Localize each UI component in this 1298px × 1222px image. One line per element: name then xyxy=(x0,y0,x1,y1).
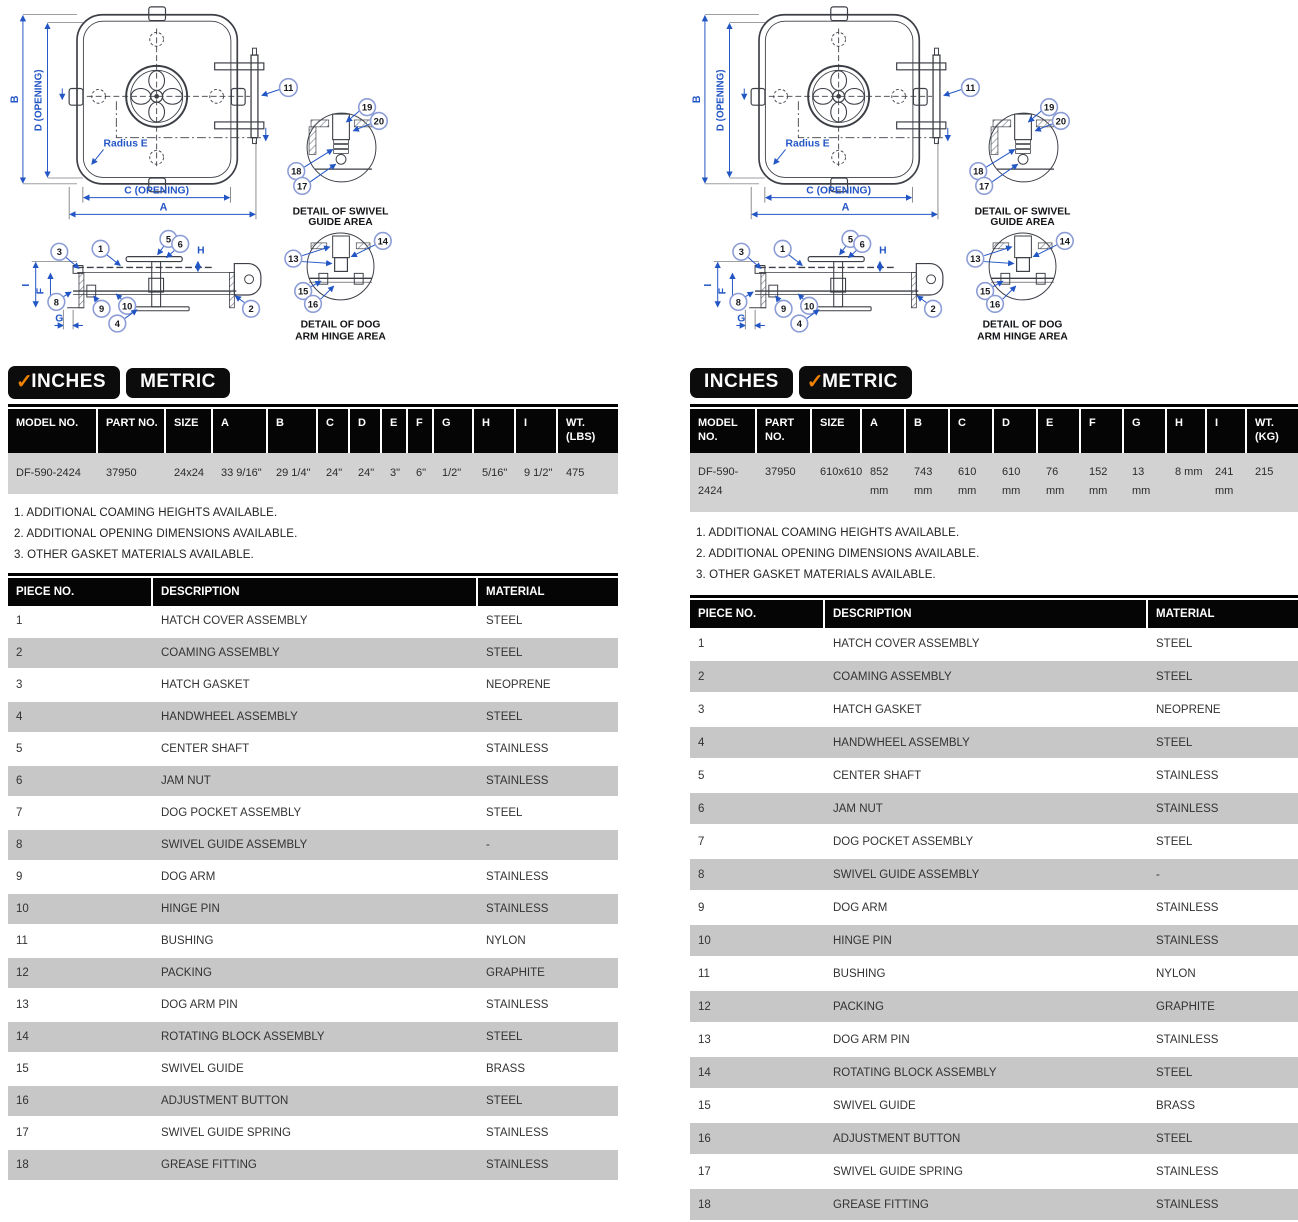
parts-material: STAINLESS xyxy=(1156,1033,1219,1046)
parts-row xyxy=(8,862,618,894)
dims-header-cell: I xyxy=(1207,409,1247,453)
parts-material: STEEL xyxy=(486,1031,523,1044)
parts-description: ADJUSTMENT BUTTON xyxy=(161,1095,289,1108)
parts-row xyxy=(690,1156,1298,1189)
parts-header-cell: MATERIAL xyxy=(1148,600,1298,628)
parts-description: HATCH GASKET xyxy=(161,679,250,692)
dims-header-cell: H xyxy=(1167,409,1207,453)
parts-row xyxy=(690,661,1298,694)
parts-piece-no: 9 xyxy=(16,871,23,884)
parts-table-inches xyxy=(8,573,618,1182)
parts-row xyxy=(690,892,1298,925)
parts-row xyxy=(8,702,618,734)
dims-value-cell: 24" xyxy=(318,453,350,495)
parts-piece-no: 6 xyxy=(698,802,705,815)
dims-header-cell: A xyxy=(862,409,906,453)
dims-header-row xyxy=(690,409,1298,453)
parts-description: BUSHING xyxy=(161,935,214,948)
parts-body xyxy=(690,628,1298,1222)
tab-metric[interactable] xyxy=(799,366,912,399)
parts-material: STAINLESS xyxy=(486,999,549,1012)
parts-material: STAINLESS xyxy=(486,1127,549,1140)
parts-description: SWIVEL GUIDE SPRING xyxy=(161,1127,291,1140)
parts-piece-no: 17 xyxy=(16,1127,29,1140)
dims-header-cell: H xyxy=(474,409,516,453)
note-line: 2. ADDITIONAL OPENING DIMENSIONS AVAILABLE. xyxy=(696,548,980,561)
parts-piece-no: 12 xyxy=(698,1000,711,1013)
tab-inches[interactable] xyxy=(690,368,793,398)
parts-description: HATCH GASKET xyxy=(833,703,922,716)
dims-value-cell: 610 mm xyxy=(950,453,994,513)
parts-material: STAINLESS xyxy=(1156,934,1219,947)
check-icon: ✓ xyxy=(16,371,34,393)
dims-value-cell: 29 1/4" xyxy=(268,453,318,495)
parts-piece-no: 3 xyxy=(698,703,705,716)
parts-material: STAINLESS xyxy=(1156,901,1219,914)
parts-row xyxy=(8,1054,618,1086)
dims-data-row xyxy=(8,453,618,495)
parts-piece-no: 10 xyxy=(16,903,29,916)
dims-value-cell: 610x610 xyxy=(812,453,862,513)
parts-header-row xyxy=(690,600,1298,628)
tab-metric-label: METRIC xyxy=(822,370,898,392)
dims-header-cell: D xyxy=(994,409,1038,453)
parts-row xyxy=(690,859,1298,892)
dims-header-cell: PART NO. xyxy=(757,409,812,453)
dims-header-row xyxy=(8,409,618,453)
parts-piece-no: 17 xyxy=(698,1165,711,1178)
parts-description: SWIVEL GUIDE SPRING xyxy=(833,1165,963,1178)
parts-material: BRASS xyxy=(486,1063,525,1076)
parts-description: GREASE FITTING xyxy=(833,1198,929,1211)
check-icon: ✓ xyxy=(806,371,825,393)
parts-row xyxy=(690,1024,1298,1057)
parts-row xyxy=(690,1057,1298,1090)
parts-description: GREASE FITTING xyxy=(161,1159,257,1172)
parts-description: DOG ARM PIN xyxy=(833,1033,910,1046)
parts-piece-no: 11 xyxy=(698,967,710,980)
dims-header-cell: B xyxy=(268,409,318,453)
parts-header-cell: DESCRIPTION xyxy=(153,578,478,606)
parts-description: SWIVEL GUIDE xyxy=(833,1099,916,1112)
parts-material: STAINLESS xyxy=(486,775,549,788)
parts-description: HINGE PIN xyxy=(833,934,892,947)
parts-piece-no: 12 xyxy=(16,967,29,980)
parts-material: - xyxy=(1156,868,1160,881)
parts-row xyxy=(690,925,1298,958)
parts-piece-no: 18 xyxy=(698,1198,711,1211)
dims-header-cell: MODEL NO. xyxy=(690,409,757,453)
parts-material: - xyxy=(486,839,490,852)
parts-row xyxy=(8,894,618,926)
parts-piece-no: 6 xyxy=(16,775,23,788)
unit-tabs-inches-panel xyxy=(8,366,618,399)
parts-header-cell: MATERIAL xyxy=(478,578,618,606)
parts-row xyxy=(690,628,1298,661)
parts-row xyxy=(690,1189,1298,1222)
dimensions-table-inches xyxy=(8,404,618,494)
note-line: 2. ADDITIONAL OPENING DIMENSIONS AVAILABLE. xyxy=(14,528,298,541)
parts-material: STEEL xyxy=(486,615,523,628)
parts-header-cell: PIECE NO. xyxy=(690,600,825,628)
parts-description: PACKING xyxy=(161,967,212,980)
parts-description: SWIVEL GUIDE ASSEMBLY xyxy=(833,868,980,881)
tab-inches-label: INCHES xyxy=(31,370,107,392)
note-line: 1. ADDITIONAL COAMING HEIGHTS AVAILABLE. xyxy=(14,507,278,520)
parts-piece-no: 8 xyxy=(698,868,705,881)
parts-description: DOG ARM xyxy=(833,901,888,914)
dims-value-cell: 76 mm xyxy=(1038,453,1081,513)
dims-header-cell: D xyxy=(350,409,382,453)
parts-piece-no: 3 xyxy=(16,679,23,692)
parts-piece-no: 14 xyxy=(16,1031,29,1044)
parts-row xyxy=(8,830,618,862)
dims-value-cell: 24" xyxy=(350,453,382,495)
dims-value-cell: 9 1/2" xyxy=(516,453,558,495)
parts-row xyxy=(690,760,1298,793)
parts-description: ROTATING BLOCK ASSEMBLY xyxy=(833,1066,997,1079)
tab-metric-label: METRIC xyxy=(140,370,216,392)
parts-piece-no: 1 xyxy=(16,615,23,628)
dims-header-cell: F xyxy=(1081,409,1124,453)
parts-material: STEEL xyxy=(1156,835,1193,848)
parts-body xyxy=(8,606,618,1182)
dims-header-cell: E xyxy=(382,409,408,453)
parts-material: STEEL xyxy=(486,807,523,820)
parts-material: STAINLESS xyxy=(1156,1165,1219,1178)
dims-value-cell: 5/16" xyxy=(474,453,516,495)
dims-header-cell: E xyxy=(1038,409,1081,453)
parts-description: DOG ARM xyxy=(161,871,216,884)
dims-header-cell: B xyxy=(906,409,950,453)
dims-header-cell: A xyxy=(213,409,268,453)
parts-row xyxy=(8,606,618,638)
parts-description: JAM NUT xyxy=(833,802,883,815)
parts-row xyxy=(690,958,1298,991)
parts-row xyxy=(8,1022,618,1054)
dims-header-cell: WT. (LBS) xyxy=(558,409,618,453)
tab-metric[interactable] xyxy=(126,368,230,398)
parts-table-metric xyxy=(690,595,1298,1222)
parts-material: STAINLESS xyxy=(486,903,549,916)
note-line: 3. OTHER GASKET MATERIALS AVAILABLE. xyxy=(14,549,254,562)
dims-header-cell: G xyxy=(1124,409,1167,453)
parts-row xyxy=(690,727,1298,760)
dims-value-cell: 610 mm xyxy=(994,453,1038,513)
panel-metric xyxy=(690,0,1298,1222)
dims-value-cell: 24x24 xyxy=(166,453,213,495)
unit-tabs-metric-panel xyxy=(690,366,1298,399)
dims-value-cell: 215 xyxy=(1247,453,1298,513)
dims-value-cell: 8 mm xyxy=(1167,453,1207,513)
parts-piece-no: 7 xyxy=(16,807,23,820)
panel-inches xyxy=(8,0,618,1222)
parts-piece-no: 2 xyxy=(16,647,23,660)
parts-description: ROTATING BLOCK ASSEMBLY xyxy=(161,1031,325,1044)
parts-material: GRAPHITE xyxy=(486,967,545,980)
parts-material: GRAPHITE xyxy=(1156,1000,1215,1013)
parts-row xyxy=(8,670,618,702)
dims-value-cell: 37950 xyxy=(98,453,166,495)
parts-row xyxy=(8,1086,618,1118)
dims-header-cell: SIZE xyxy=(166,409,213,453)
parts-material: STEEL xyxy=(486,647,523,660)
parts-description: DOG ARM PIN xyxy=(161,999,238,1012)
dims-value-cell: 475 xyxy=(558,453,618,495)
dims-header-cell: I xyxy=(516,409,558,453)
parts-piece-no: 4 xyxy=(16,711,23,724)
dims-value-cell: 37950 xyxy=(757,453,812,513)
parts-piece-no: 13 xyxy=(16,999,29,1012)
parts-piece-no: 9 xyxy=(698,901,705,914)
dims-value-cell: DF-590-2424 xyxy=(8,453,98,495)
parts-row xyxy=(690,991,1298,1024)
parts-row xyxy=(8,1150,618,1182)
parts-piece-no: 15 xyxy=(698,1099,711,1112)
dims-value-cell: 33 9/16" xyxy=(213,453,268,495)
parts-material: STEEL xyxy=(1156,1132,1193,1145)
note-line: 1. ADDITIONAL COAMING HEIGHTS AVAILABLE. xyxy=(696,527,960,540)
parts-material: STEEL xyxy=(1156,736,1193,749)
parts-material: STEEL xyxy=(486,711,523,724)
note-line: 3. OTHER GASKET MATERIALS AVAILABLE. xyxy=(696,569,936,582)
parts-material: NYLON xyxy=(486,935,526,948)
dims-value-cell: 13 mm xyxy=(1124,453,1167,513)
parts-header-cell: PIECE NO. xyxy=(8,578,153,606)
parts-material: STEEL xyxy=(1156,637,1193,650)
tab-inches-label: INCHES xyxy=(704,370,779,392)
parts-header-cell: DESCRIPTION xyxy=(825,600,1148,628)
parts-piece-no: 5 xyxy=(698,769,705,782)
dims-value-cell: 152 mm xyxy=(1081,453,1124,513)
parts-material: STAINLESS xyxy=(486,1159,549,1172)
parts-piece-no: 13 xyxy=(698,1033,711,1046)
dimensions-table-metric xyxy=(690,404,1298,512)
parts-piece-no: 16 xyxy=(16,1095,29,1108)
parts-description: HANDWHEEL ASSEMBLY xyxy=(833,736,970,749)
parts-description: JAM NUT xyxy=(161,775,211,788)
parts-material: STAINLESS xyxy=(1156,769,1219,782)
dims-header-cell: G xyxy=(434,409,474,453)
parts-piece-no: 16 xyxy=(698,1132,711,1145)
parts-description: BUSHING xyxy=(833,967,886,980)
parts-row xyxy=(690,1123,1298,1156)
notes-inches xyxy=(14,507,618,561)
parts-piece-no: 11 xyxy=(16,935,28,948)
dims-value-cell: 3" xyxy=(382,453,408,495)
parts-description: HINGE PIN xyxy=(161,903,220,916)
dims-header-cell: PART NO. xyxy=(98,409,166,453)
parts-material: STAINLESS xyxy=(1156,802,1219,815)
dims-header-cell: F xyxy=(408,409,434,453)
parts-description: SWIVEL GUIDE ASSEMBLY xyxy=(161,839,308,852)
dims-value-cell: DF-590-2424 xyxy=(690,453,757,513)
parts-piece-no: 5 xyxy=(16,743,23,756)
parts-description: DOG POCKET ASSEMBLY xyxy=(833,835,974,848)
dims-value-cell: 241 mm xyxy=(1207,453,1247,513)
parts-piece-no: 8 xyxy=(16,839,23,852)
parts-piece-no: 2 xyxy=(698,670,705,683)
dims-data-row xyxy=(690,453,1298,513)
parts-row xyxy=(690,694,1298,727)
parts-piece-no: 7 xyxy=(698,835,705,848)
parts-description: SWIVEL GUIDE xyxy=(161,1063,244,1076)
parts-material: NEOPRENE xyxy=(486,679,551,692)
parts-piece-no: 14 xyxy=(698,1066,711,1079)
parts-description: PACKING xyxy=(833,1000,884,1013)
parts-row xyxy=(690,826,1298,859)
parts-row xyxy=(8,958,618,990)
parts-row xyxy=(8,926,618,958)
tab-inches[interactable] xyxy=(8,366,120,399)
parts-description: ADJUSTMENT BUTTON xyxy=(833,1132,961,1145)
dims-value-cell: 852 mm xyxy=(862,453,906,513)
parts-row xyxy=(8,638,618,670)
parts-description: HATCH COVER ASSEMBLY xyxy=(833,637,980,650)
parts-description: COAMING ASSEMBLY xyxy=(161,647,280,660)
parts-material: STEEL xyxy=(486,1095,523,1108)
parts-header-row xyxy=(8,578,618,606)
parts-material: BRASS xyxy=(1156,1099,1195,1112)
parts-piece-no: 4 xyxy=(698,736,705,749)
parts-material: STAINLESS xyxy=(486,743,549,756)
parts-description: CENTER SHAFT xyxy=(833,769,922,782)
parts-piece-no: 18 xyxy=(16,1159,29,1172)
parts-row xyxy=(8,1118,618,1150)
parts-row xyxy=(690,1090,1298,1123)
parts-material: STAINLESS xyxy=(1156,1198,1219,1211)
dims-value-cell: 6" xyxy=(408,453,434,495)
parts-row xyxy=(8,766,618,798)
dims-header-cell: WT. (KG) xyxy=(1247,409,1298,453)
parts-description: CENTER SHAFT xyxy=(161,743,250,756)
parts-piece-no: 15 xyxy=(16,1063,29,1076)
parts-description: HATCH COVER ASSEMBLY xyxy=(161,615,308,628)
dims-header-cell: C xyxy=(950,409,994,453)
parts-piece-no: 10 xyxy=(698,934,711,947)
parts-description: COAMING ASSEMBLY xyxy=(833,670,952,683)
parts-row xyxy=(8,798,618,830)
technical-drawing-inches xyxy=(8,0,618,358)
parts-material: NEOPRENE xyxy=(1156,703,1221,716)
technical-drawing-metric xyxy=(690,0,1298,358)
parts-row xyxy=(690,793,1298,826)
dims-value-cell: 743 mm xyxy=(906,453,950,513)
parts-material: STAINLESS xyxy=(486,871,549,884)
parts-material: STEEL xyxy=(1156,1066,1193,1079)
parts-description: HANDWHEEL ASSEMBLY xyxy=(161,711,298,724)
parts-material: NYLON xyxy=(1156,967,1196,980)
notes-metric xyxy=(696,527,1298,581)
parts-description: DOG POCKET ASSEMBLY xyxy=(161,807,302,820)
dims-value-cell: 1/2" xyxy=(434,453,474,495)
parts-row xyxy=(8,734,618,766)
parts-row xyxy=(8,990,618,1022)
parts-piece-no: 1 xyxy=(698,637,705,650)
dims-header-cell: MODEL NO. xyxy=(8,409,98,453)
dims-header-cell: SIZE xyxy=(812,409,862,453)
parts-material: STEEL xyxy=(1156,670,1193,683)
dims-header-cell: C xyxy=(318,409,350,453)
